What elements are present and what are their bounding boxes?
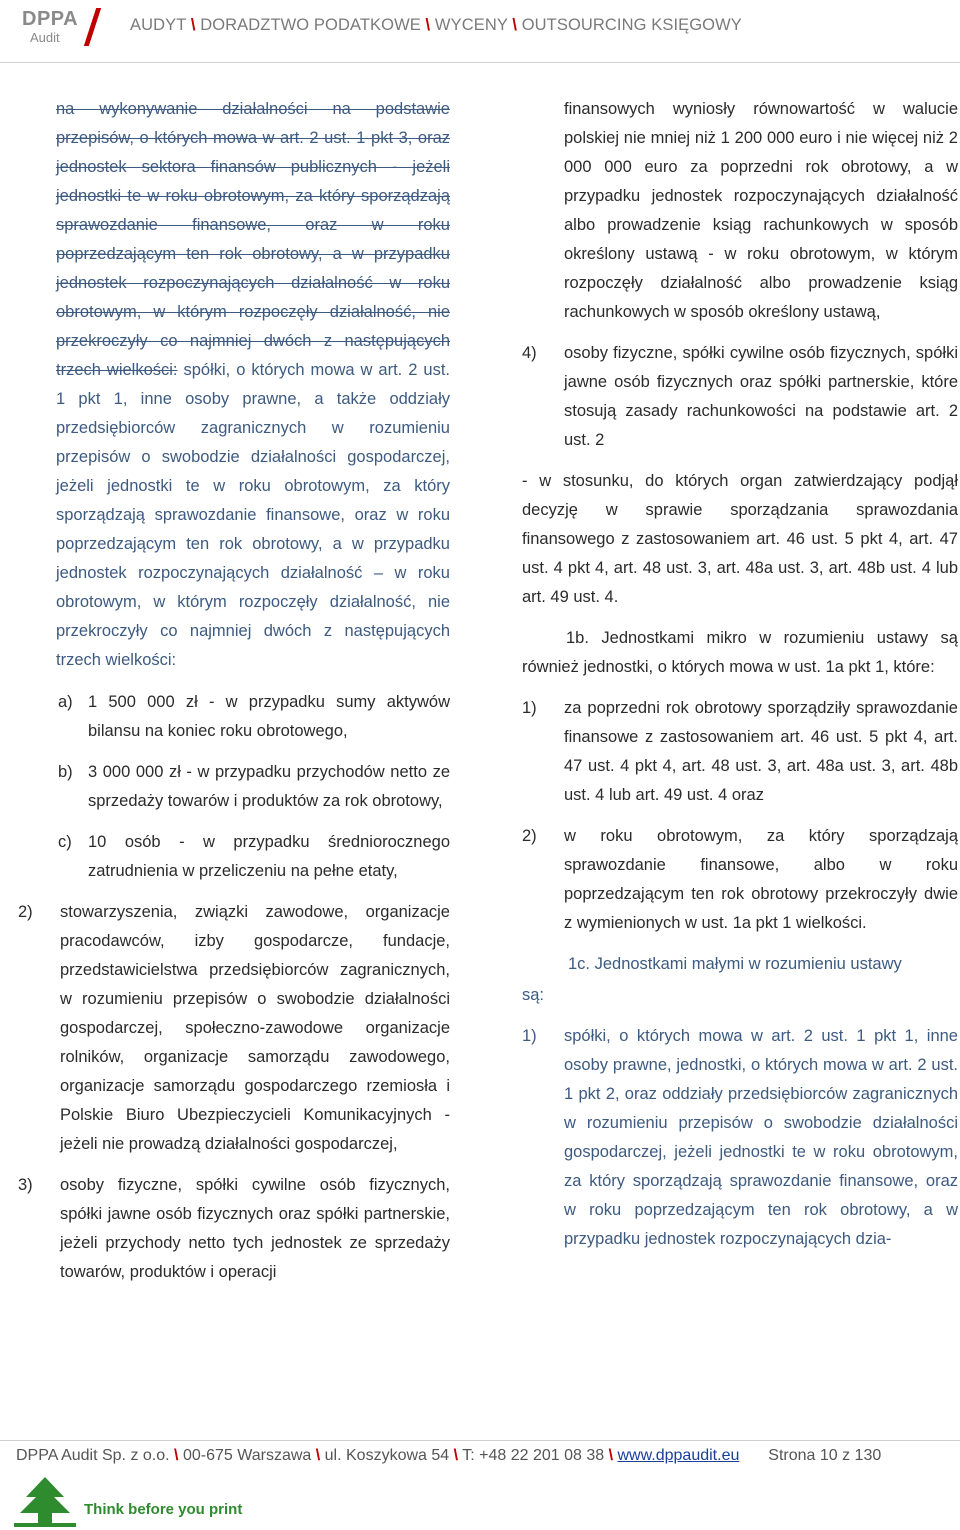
deleted-text: na wykonywanie działalności na podstawie przepisów, o których mowa w art. 2 ust. 1 pkt 3, oraz jednostek sektora finansów publicznych - jeżeli jednostki te w roku obrotowym, za który sporządzają sprawozdanie finansowe, oraz w roku poprzedzającym ten rok obrotowy, a w przypadku jednostek rozpoczynających działalność w roku obrotowym, w którym rozpoczęły działalność, nie przekroczyły co najmniej dwóch z następujących trzech wielkości: <box>56 100 450 379</box>
header-tagline <box>130 16 742 35</box>
revised-text: spółki, o których mowa w art. 2 ust. 1 pkt 1, inne osoby prawne, a także oddziały przedsiębiorców zagranicznych w rozumieniu przepisów o swobodzie działalności gospodarczej, jeżeli jednostki te w roku obrotowym, za który sporządzają sprawozdanie finansowe, oraz w roku poprzedzającym ten rok obrotowy, a w przypadku jednostek rozpoczynających działalność – w roku obrotowym, w którym rozpoczęły działalność, nie przekroczyły co najmniej dwóch z następujących trzech wielkości: <box>56 361 450 669</box>
footer-page-number: Strona 10 z 130 <box>768 1447 882 1464</box>
paragraph-1b: 1b. Jednostkami mikro w rozumieniu ustawy są również jednostki, o których mowa w ust. 1a pkt 1, które: <box>522 629 958 676</box>
page-footer <box>0 1440 960 1530</box>
footer-company: DPPA Audit Sp. z o.o. <box>16 1447 170 1464</box>
list-item-text: spółki, o których mowa w art. 2 ust. 1 pkt 1, inne osoby prawne, jednostki, o których mowa w art. 2 ust. 1 pkt 2, oraz oddziały przedsiębiorców zagranicznych w rozumieniu przepisów o swobodzie działalności gospodarczej, jeżeli jednostki te w roku obrotowym, za który sporządzają sprawozdanie finansowe, oraz w roku poprzedzającym ten rok obrotowy, a w przypadku jednostek rozpoczynających dzia- <box>564 1027 958 1248</box>
footer-slogan: Think before you print <box>84 1501 243 1518</box>
list-item-label: c) <box>58 833 72 851</box>
list-item <box>522 339 958 455</box>
list-item-text: osoby fizyczne, spółki cywilne osób fizycznych, spółki jawne osób fizycznych oraz spółki partnerskie, które stosują zasady rachunkowości na podstawie art. 2 ust. 2 <box>564 344 958 449</box>
tagline-separator: \ <box>190 16 196 34</box>
list-item-text: 3 000 000 zł - w przypadku przychodów netto ze sprzedaży towarów i produktów za rok obrotowy, <box>88 763 450 810</box>
footer-separator: \ <box>608 1447 614 1464</box>
footer-contact-line <box>16 1447 881 1465</box>
paragraph-1c-heading: 1c. Jednostkami małymi w rozumieniu ustawy <box>568 955 902 973</box>
list-item <box>522 1022 958 1254</box>
footer-separator: \ <box>453 1447 459 1464</box>
tree-icon <box>14 1475 76 1527</box>
company-logo <box>22 8 104 48</box>
list-item-label: 2) <box>522 827 537 845</box>
logo-main-text: DPPA <box>22 8 79 30</box>
footer-phone: T: +48 22 201 08 38 <box>462 1447 605 1464</box>
list-item <box>18 1171 450 1287</box>
page-header <box>0 0 960 63</box>
list-item-text: w roku obrotowym, za który sporządzają sprawozdanie finansowe, albo w roku poprzedzającym ten rok obrotowy przekroczyły dwie z wymienionych w ust. 1a pkt 1 wielkości. <box>564 827 958 932</box>
tagline-separator: \ <box>512 16 518 34</box>
list-item <box>58 828 450 886</box>
tagline-audit: AUDYT <box>130 16 187 34</box>
left-intro-paragraph <box>56 95 450 675</box>
footer-website-link[interactable]: www.dppaudit.eu <box>617 1447 740 1464</box>
list-item-label: b) <box>58 763 73 781</box>
list-item-text: osoby fizyczne, spółki cywilne osób fizycznych, spółki jawne osób fizycznych oraz spółki partnerskie, jeżeli przychody netto tych jednostek ze sprzedaży towarów, produktów i operacji <box>60 1176 450 1281</box>
left-column <box>18 95 450 1287</box>
right-column <box>522 95 958 1254</box>
list-item-label: 1) <box>522 699 537 717</box>
list-item-label: 1) <box>522 1027 537 1045</box>
list-item-text: 10 osób - w przypadku średniorocznego zatrudnienia w przeliczeniu na pełne etaty, <box>88 833 450 880</box>
paragraph-1c-tail: są: <box>522 986 545 1004</box>
logo-slash-icon <box>84 8 101 46</box>
list-item-text: stowarzyszenia, związki zawodowe, organizacje pracodawców, izby gospodarcze, fundacje, przedstawicielstwa przedsiębiorców zagranicznych, w rozumieniu przepisów o swobodzie działalności gospodarczej, społeczno-zawodowe organizacje rolników, organizacje samorządu zawodowego, organizacje samorządu gospodarczego rzemiosła i Polskie Biuro Ubezpieczycieli Komunikacyjnych - jeżeli nie prowadzą działalności gospodarczej, <box>60 903 450 1153</box>
list-item-text: za poprzedni rok obrotowy sporządziły sprawozdanie finansowe z zastosowaniem art. 46 ust. 5 pkt 4, art. 47 ust. 4 pkt 4, art. 48 ust. 3, art. 48a ust. 3, art. 48b ust. 4 lub art. 49 ust. 4 oraz <box>564 699 958 804</box>
tagline-valuation: WYCENY <box>434 16 508 34</box>
list-item <box>58 758 450 816</box>
list-item <box>58 688 450 746</box>
tagline-separator: \ <box>425 16 431 34</box>
list-item-label: a) <box>58 693 73 711</box>
list-item-text: 1 500 000 zł - w przypadku sumy aktywów bilansu na koniec roku obrotowego, <box>88 693 450 740</box>
footer-address-street: ul. Koszykowa 54 <box>324 1447 450 1464</box>
tagline-tax: DORADZTWO PODATKOWE <box>200 16 421 34</box>
footer-separator: \ <box>174 1447 179 1464</box>
list-item <box>522 694 958 810</box>
list-item-label: 4) <box>522 344 537 362</box>
list-item-label: 3) <box>18 1176 33 1194</box>
list-item <box>522 822 958 938</box>
list-item-label: 2) <box>18 903 33 921</box>
footer-separator: \ <box>315 1447 321 1464</box>
tagline-outsourcing: OUTSOURCING KSIĘGOWY <box>521 16 742 34</box>
relation-paragraph: - w stosunku, do których organ zatwierdzający podjął decyzję w sprawie sporządzania sprawozdania finansowego z zastosowaniem art. 46 ust. 5 pkt 4, art. 47 ust. 4 pkt 4, art. 48 ust. 3, art. 48a ust. 3, art. 48b ust. 4 lub art. 49 ust. 4. <box>522 472 958 606</box>
footer-address-city: 00-675 Warszawa <box>182 1447 312 1464</box>
list-item <box>18 898 450 1159</box>
continuation-paragraph: finansowych wyniosły równowartość w walucie polskiej nie mniej niż 1 200 000 euro i nie więcej niż 2 000 000 euro za poprzedni rok obrotowy, a w przypadku jednostek rozpoczynających działalność albo prowadzenie ksiąg rachunkowych w sposób określony ustawą - w roku obrotowym, w którym rozpoczęły działalność albo prowadzenie ksiąg rachunkowych w sposób określony ustawą, <box>564 100 958 321</box>
logo-sub-text: Audit <box>30 30 60 45</box>
